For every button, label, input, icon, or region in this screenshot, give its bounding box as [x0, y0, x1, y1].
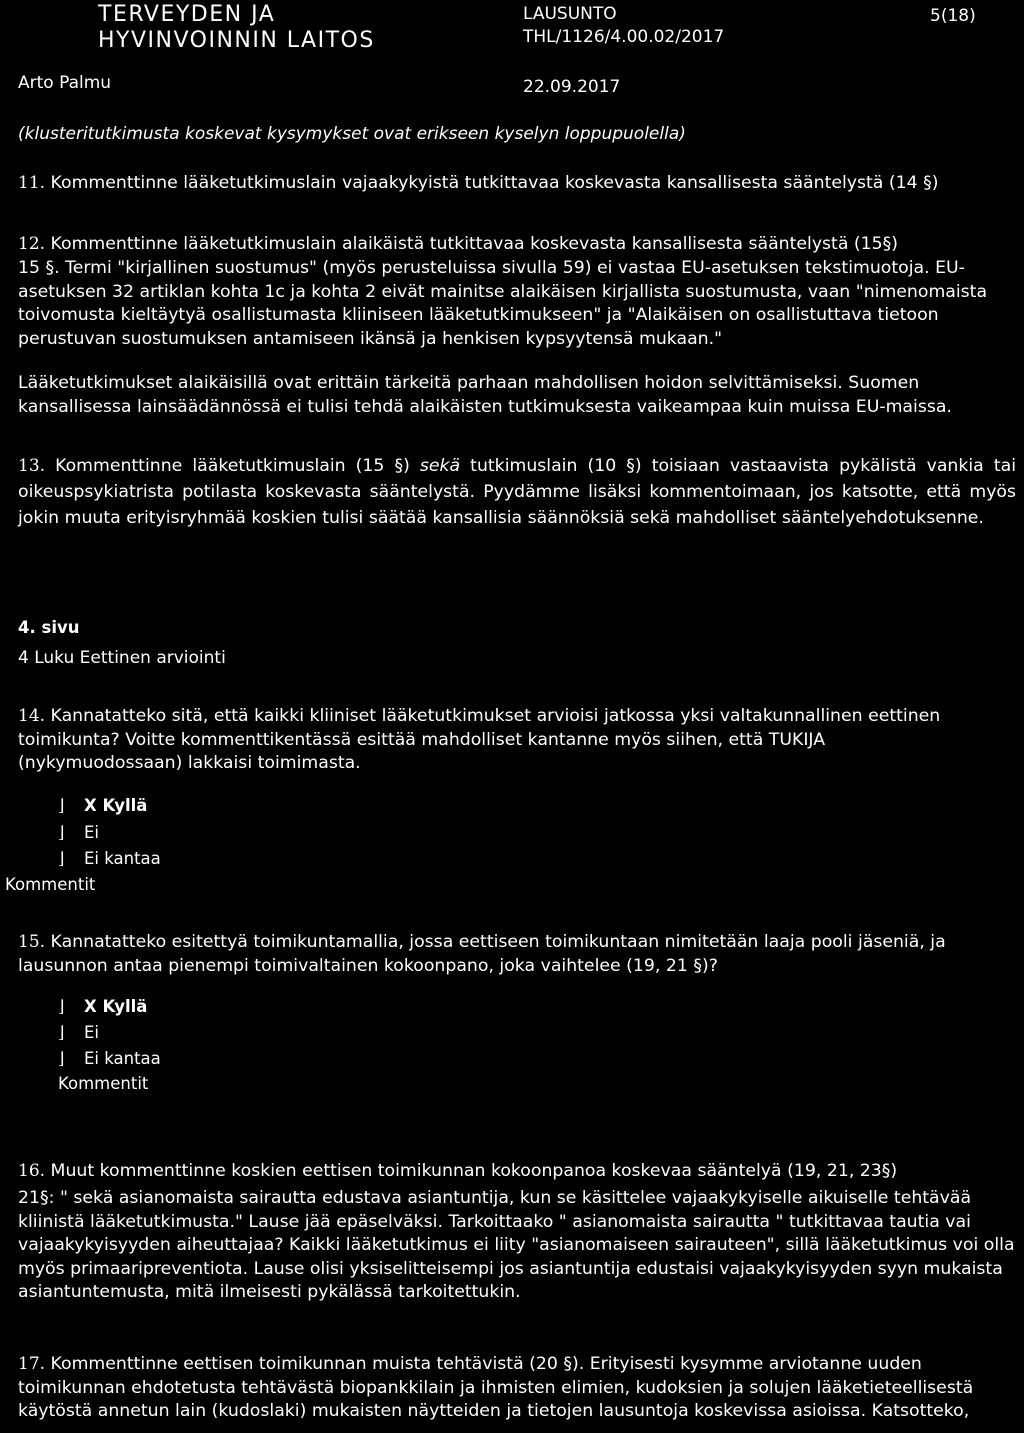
question-text-part1: Kommenttinne lääketutkimuslain (15 §): [55, 456, 420, 476]
org-name-line1: TERVEYDEN JA: [98, 2, 276, 27]
chapter-heading: 4 Luku Eettinen arviointi: [18, 648, 226, 668]
question-text: Kommenttinne lääketutkimuslain vajaakykyistä tutkittavaa koskevasta kansallisesta sääntelystä (14 §): [50, 173, 939, 193]
question-11: [18, 172, 1016, 196]
question-15: [18, 931, 984, 978]
option-yes[interactable]: [58, 795, 147, 817]
question-number: 11.: [18, 173, 46, 193]
document-date: 22.09.2017: [523, 77, 621, 97]
page-label: 4. sivu: [18, 618, 80, 637]
option-label: X Kyllä: [84, 796, 148, 815]
question-text: Kannatatteko sitä, että kaikki kliiniset lääketutkimukset arvioisi jatkossa yksi valtakunnallinen eettinen toimikunta? Voitte kommenttikentässä esittää mahdolliset kantanne myös siihen, että TUKIJA (nykymuodossaan) lakkaisi toimimasta.: [18, 706, 941, 774]
option-no[interactable]: [58, 1022, 99, 1044]
author-name: Arto Palmu: [18, 73, 112, 93]
question-text: Kommenttinne eettisen toimikunnan muista tehtävistä (20 §). Erityisesti kysymme arviotanne uuden toimikunnan ehdotetusta tehtävästä biopankkilain ja ihmisten elimien, kudoksien ja solujen lääketieteellisestä käytöstä annetun lain (kudoslaki) mukaisten näytteiden ja tietojen lausuntoja koskevissa asioissa. Katsotteko,: [18, 1354, 974, 1422]
comments-label: Kommentit: [5, 875, 96, 894]
question-12: [18, 233, 1016, 257]
question-text: Kannatatteko esitettyä toimikuntamallia, jossa eettiseen toimikuntaan nimitetään laaja pooli jäseniä, ja lausunnon antaa pienempi toimivaltainen kokoonpano, joka vaihtelee (19, 21 §)?: [18, 932, 946, 976]
page-number: 5(18): [930, 6, 976, 26]
option-label: Ei kantaa: [84, 1049, 161, 1068]
checkbox-icon[interactable]: ⌋: [58, 849, 65, 868]
question-17: [18, 1353, 1016, 1424]
question-number: 17.: [18, 1354, 46, 1374]
org-name-line2: HYVINVOINNIN LAITOS: [98, 28, 375, 53]
option-label: Ei: [84, 823, 100, 842]
cluster-note: (klusteritutkimusta koskevat kysymykset ovat erikseen kyselyn loppupuolella): [18, 124, 686, 144]
question-number: 13.: [18, 456, 46, 476]
option-no-opinion[interactable]: [58, 848, 161, 870]
checkbox-icon[interactable]: ⌋: [58, 823, 65, 842]
option-no-opinion[interactable]: [58, 1048, 161, 1070]
checkbox-icon[interactable]: ⌋: [58, 1023, 65, 1042]
question-16: [18, 1160, 1016, 1184]
question-number: 14.: [18, 706, 46, 726]
option-no[interactable]: [58, 822, 99, 844]
question-13: [18, 453, 1016, 531]
document-type: LAUSUNTO: [523, 4, 617, 24]
option-label: Ei: [84, 1023, 100, 1042]
question-text: Muut kommenttinne koskien eettisen toimikunnan kokoonpanoa koskevaa sääntelyä (19, 21, 23§): [50, 1161, 898, 1181]
question-text-part2: tutkimuslain (10 §) toisiaan vastaavista pykälistä vankia tai oikeuspsykiatrista potilasta koskevasta sääntelystä. Pyydämme lisäksi kommentoimaan, jos katsotte, että myös jokin muuta erityisryhmää koskien tulisi säätää kansallisia säännöksiä sekä mahdolliset sääntelyehdotuksenne.: [18, 456, 1016, 528]
question-number: 15.: [18, 932, 46, 952]
comments-label: Kommentit: [58, 1074, 149, 1093]
question-text-emphasis: sekä: [419, 456, 461, 476]
question-number: 12.: [18, 234, 46, 254]
option-label: X Kyllä: [84, 997, 148, 1016]
checkbox-icon[interactable]: ⌋: [58, 997, 65, 1016]
option-yes[interactable]: [58, 996, 147, 1018]
option-label: Ei kantaa: [84, 849, 161, 868]
answer-12: 15 §. Termi "kirjallinen suostumus" (myös perusteluissa sivulla 59) ei vastaa EU-asetuksen tekstimuotoja. EU-asetuksen 32 artiklan kohta 1c ja kohta 2 eivät mainitse alaikäisen kirjallista suostumusta, vaan "nimenomaista toivomusta kieltäytyä osallistumasta kliiniseen lääketutkimukseen" ja "Alaikäisen on osallistuttava tietoon perustuvan suostumuksen antamiseen ikänsä ja henkisen kypsyytensä mukaan.": [18, 258, 988, 349]
document-reference: THL/1126/4.00.02/2017: [523, 27, 725, 47]
answer-16: 21§: " sekä asianomaista sairautta edustava asiantuntija, kun se käsittelee vajaakykyiselle aikuiselle tehtävää kliinistä lääketutkimusta." Lause jää epäselväksi. Tarkoittaako " asianomaista sairautta " tutkittavaa tautia vai vajaakykyisyyden aiheuttajaa? Kaikki lääketutkimus ei liity "asianomaiseen sairauteen", sillä lääketutkimus voi olla myös primaaripreventiota. Lause olisi yksiselitteisempi jos asiantuntija edustaisi vajaakykyisyyden syyn mukaista asiantuntemusta, mitä ilmeisesti pykälässä tarkoitettukin.: [18, 1188, 1015, 1303]
question-text: Kommenttinne lääketutkimuslain alaikäistä tutkittavaa koskevasta kansallisesta sääntelystä (15§): [50, 234, 899, 254]
answer-12-continued: Lääketutkimukset alaikäisillä ovat erittäin tärkeitä parhaan mahdollisen hoidon selvittämiseksi. Suomen kansallisessa lainsäädännössä ei tulisi tehdä alaikäisten tutkimuksesta vaikeampaa kuin muissa EU-maissa.: [18, 373, 952, 417]
checkbox-icon[interactable]: ⌋: [58, 796, 65, 815]
question-14: [18, 705, 984, 776]
checkbox-icon[interactable]: ⌋: [58, 1049, 65, 1068]
question-number: 16.: [18, 1161, 46, 1181]
